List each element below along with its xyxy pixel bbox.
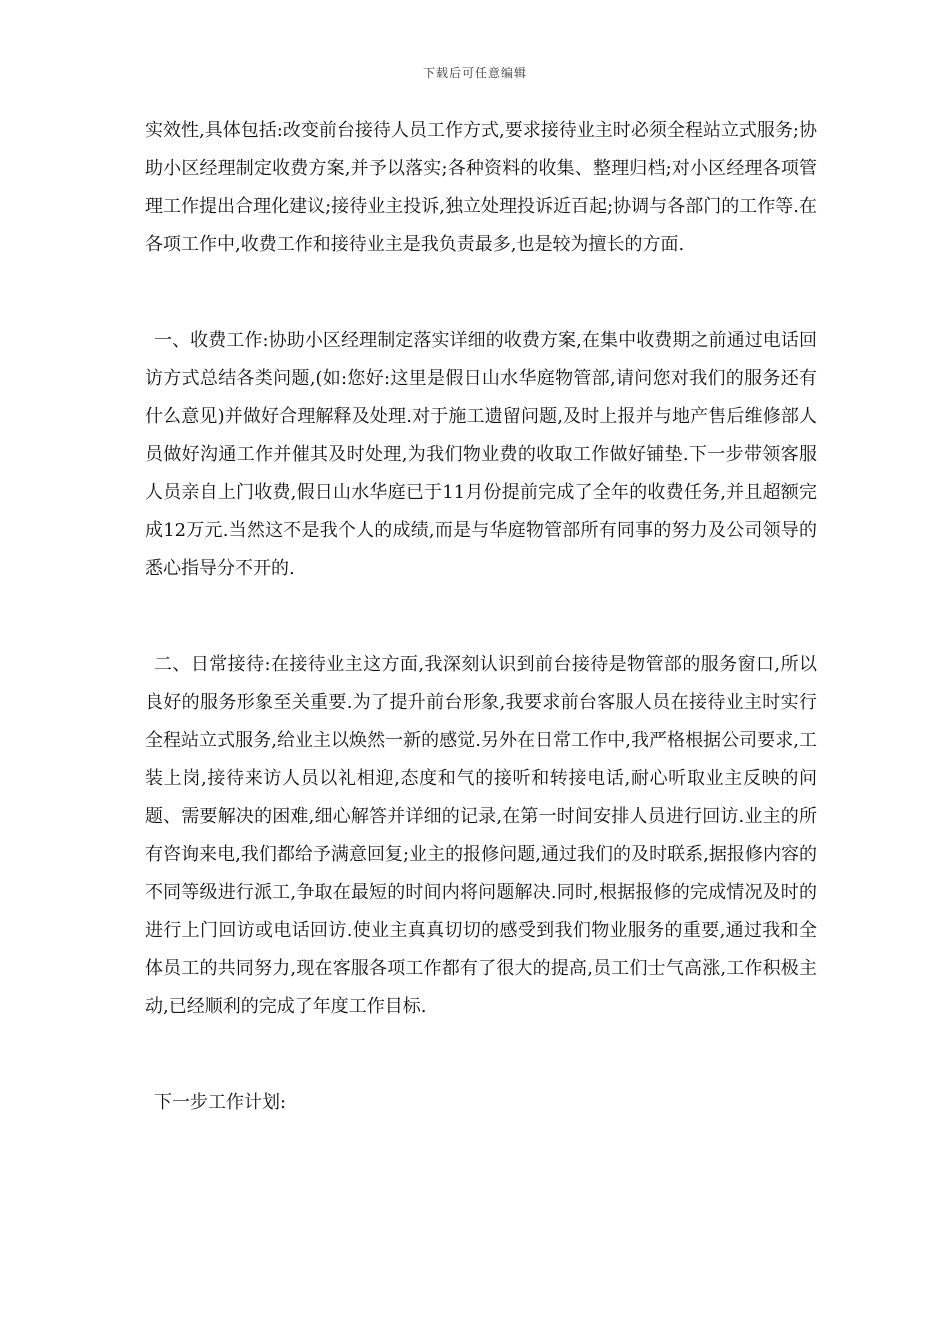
header-note: 下载后可任意编辑 [422, 66, 527, 80]
paragraph-spacer [145, 588, 817, 646]
paragraph-spacer [145, 1026, 817, 1084]
paragraph-fee-work: 一、收费工作:协助小区经理制定落实详细的收费方案,在集中收费期之前通过电话回访方式总结各类问题,(如:您好:这里是假日山水华庭物管部,请问您对我们的服务还有什么意见)并做好合理解释及处理.对于施工遗留问题,及时上报并与地产售后维修部人员做好沟通工作并催其及时处理,为我们物业费的收取工作做好铺垫.下一步带领客服人员亲自上门收费,假日山水华庭已于11月份提前完成了全年的收费任务,并且超额完成12万元.当然这不是我个人的成绩,而是与华庭物管部所有同事的努力及公司领导的悉心指导分不开的. [145, 330, 817, 579]
paragraph-spacer [145, 264, 817, 322]
paragraph-next-plan: 下一步工作计划: [154, 1092, 287, 1113]
paragraph-daily-reception: 二、日常接待:在接待业主这方面,我深刻认识到前台接待是物管部的服务窗口,所以良好的服务形象至关重要.为了提升前台形象,我要求前台客服人员在接待业主时实行全程站立式服务,给业主以焕然一新的感觉.另外在日常工作中,我严格根据公司要求,工装上岗,接待来访人员以礼相迎,态度和气的接听和转接电话,耐心听取业主反映的问题、需要解决的困难,细心解答并详细的记录,在第一时间安排人员进行回访.业主的所有咨询来电,我们都给予满意回复;业主的报修问题,通过我们的及时联系,据报修内容的不同等级进行派工,争取在最短的时间内将问题解决.同时,根据报修的完成情况及时的进行上门回访或电话回访.使业主真真切切的感受到我们物业服务的重要,通过我和全体员工的共同努力,现在客服各项工作都有了很大的提高,员工们士气高涨,工作积极主动,已经顺利的完成了年度工作目标. [145, 654, 817, 1017]
paragraph-intro: 实效性,具体包括:改变前台接待人员工作方式,要求接待业主时必须全程站立式服务;协助小区经理制定收费方案,并予以落实;各种资料的收集、整理归档;对小区经理各项管理工作提出合理化建议;接待业主投诉,独立处理投诉近百起;协调与各部门的工作等.在各项工作中,收费工作和接待业主是我负责最多,也是较为擅长的方面. [145, 120, 817, 255]
document-body [145, 112, 817, 1122]
